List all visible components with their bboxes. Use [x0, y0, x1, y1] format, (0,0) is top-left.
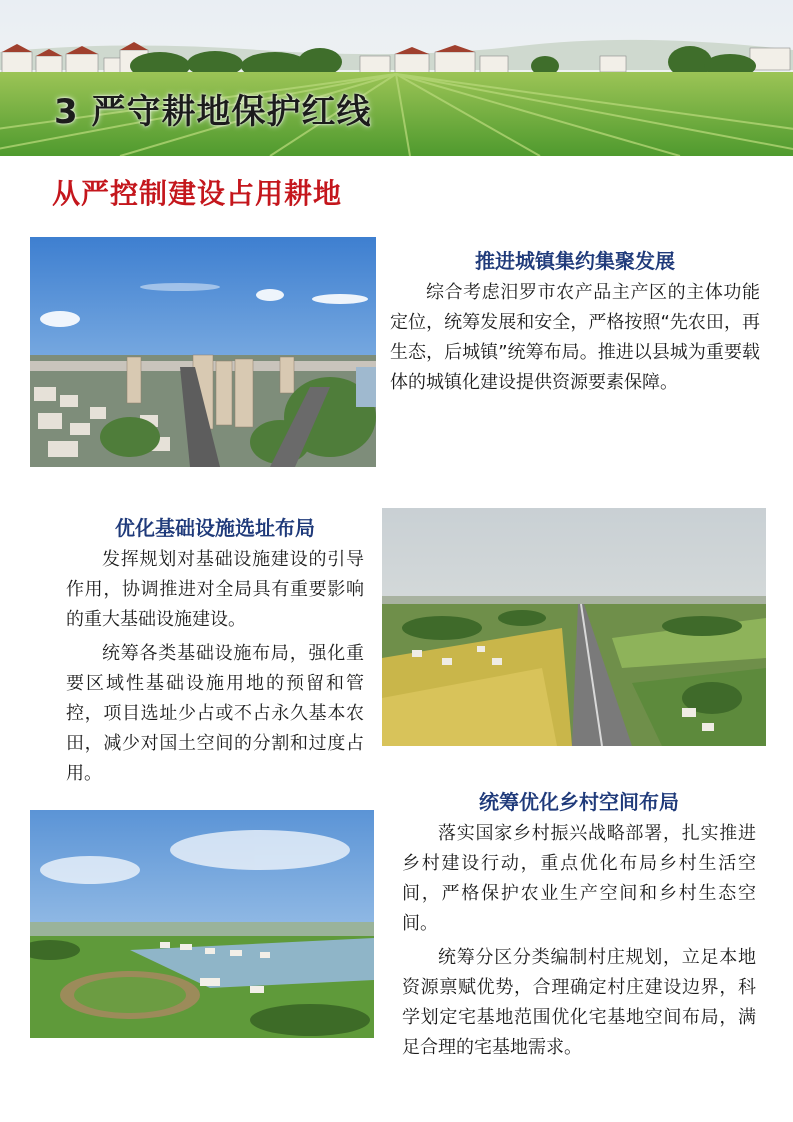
city-aerial-photo [30, 237, 376, 467]
content-block-infrastructure [66, 512, 364, 789]
block-heading: 优化基础设施选址布局 [115, 516, 315, 540]
block-paragraph: 发挥规划对基础设施建设的引导作用，协调推进对全局具有重要影响的重大基础设施建设。 [66, 549, 364, 630]
block-paragraph: 落实国家乡村振兴战略部署，扎实推进乡村建设行动，重点优化布局乡村生活空间，严格保护农业生产空间和乡村生态空间。 [402, 823, 756, 934]
village-aerial-photo [30, 810, 374, 1038]
content-block-town [390, 245, 760, 398]
block-paragraph: 统筹各类基础设施布局，强化重要区域性基础设施用地的预留和管控，项目选址少占或不占永久基本农田，减少对国土空间的分割和过度占用。 [66, 643, 364, 784]
content-block-village [402, 786, 756, 1063]
header-banner [0, 0, 793, 156]
block-paragraph: 统筹分区分类编制村庄规划，立足本地资源禀赋优势，合理确定村庄建设边界，科学划定宅基地范围优化宅基地空间布局，满足合理的宅基地需求。 [402, 947, 756, 1058]
block-heading: 统筹优化乡村空间布局 [479, 790, 679, 814]
block-paragraph: 综合考虑汨罗市农产品主产区的主体功能定位，统筹发展和安全，严格按照“先农田，再生态，后城镇”统筹布局。推进以县城为重要载体的城镇化建设提供资源要素保障。 [390, 282, 760, 393]
block-heading: 推进城镇集约集聚发展 [475, 249, 675, 273]
section-heading: 从严控制建设占用耕地 [52, 177, 343, 210]
page-title: 3 严守耕地保护红线 [54, 92, 372, 132]
highway-aerial-photo [382, 508, 766, 746]
